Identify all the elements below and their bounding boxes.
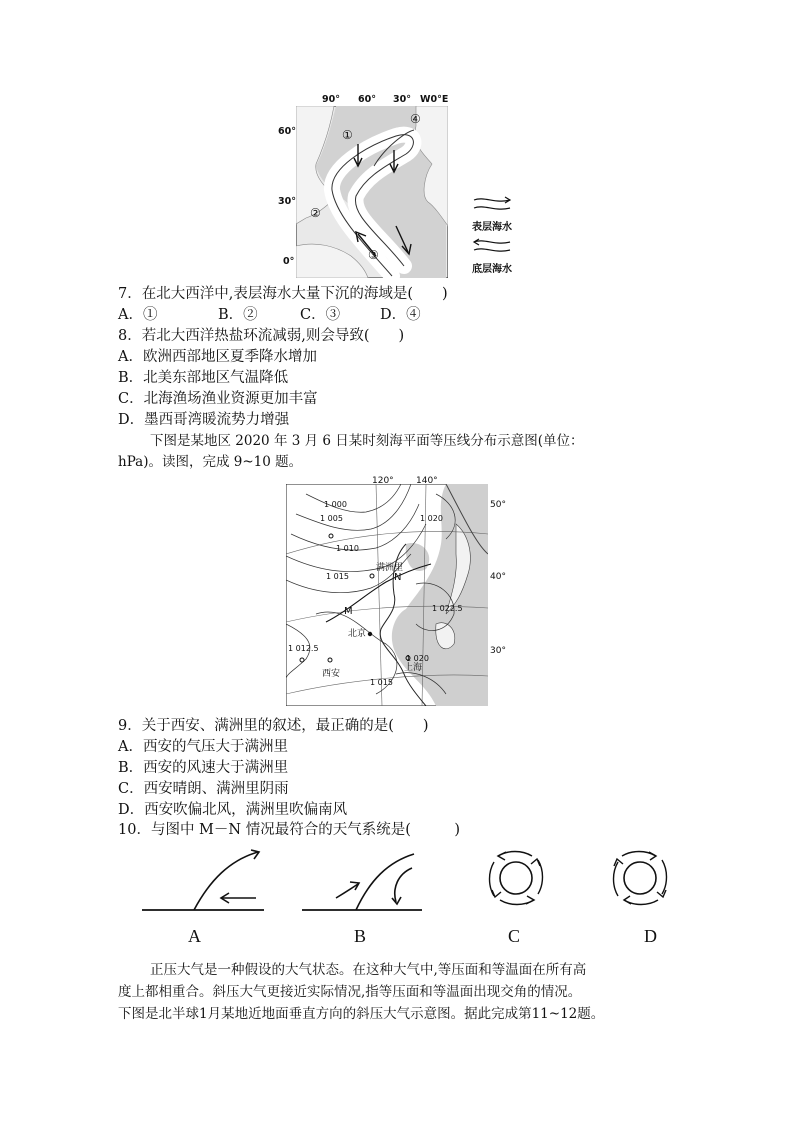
atlantic-map-figure <box>276 92 526 282</box>
map1-marker: ④ <box>410 112 421 126</box>
question-9-option-d[interactable]: D．西安吹偏北风，满洲里吹偏南风 <box>118 802 348 818</box>
isobar-label: 1 020 <box>420 514 443 523</box>
map1-marker: ① <box>342 128 353 142</box>
diagram-label-d[interactable]: D <box>644 926 657 946</box>
intro-11-12-line1: 正压大气是一种假设的大气状态。在这种大气中,等压面和等温面在所有高 <box>150 962 587 978</box>
map1-lon-label: W0°E <box>420 94 449 105</box>
question-9-stem: 9．关于西安、满洲里的叙述，最正确的是( ) <box>118 718 429 734</box>
isobar-label: 1 020 <box>406 654 429 663</box>
isobar-label: 1 012.5 <box>288 644 319 653</box>
isobar-label: 1 015 <box>370 678 393 687</box>
question-7-stem: 7．在北大西洋中,表层海水大量下沉的海域是( ) <box>118 286 448 302</box>
map2-lat-label: 40° <box>490 572 506 582</box>
question-8-option-a[interactable]: A．欧洲西部地区夏季降水增加 <box>118 349 317 365</box>
deep-water-legend-label: 底层海水 <box>472 264 512 275</box>
place-label: 满洲里 <box>376 563 404 573</box>
map2-lat-label: 50° <box>490 500 506 510</box>
diagram-a <box>142 850 264 910</box>
isobar-label: 1 010 <box>336 544 359 553</box>
question-8-option-b[interactable]: B．北美东部地区气温降低 <box>118 370 289 386</box>
intro-11-12-line3: 下图是北半球1月某地近地面垂直方向的斜压大气示意图。据此完成第11~12题。 <box>118 1006 605 1022</box>
isobar-label: 1 005 <box>320 514 343 523</box>
question-9-option-c[interactable]: C．西安晴朗、满洲里阴雨 <box>118 781 289 797</box>
surface-water-legend-label: 表层海水 <box>472 222 512 233</box>
question-7-option-a[interactable]: A．① <box>118 307 158 323</box>
question-8-stem: 8．若北大西洋热盐环流减弱,则会导致( ) <box>118 328 405 344</box>
map2-lon-label: 120° <box>372 476 394 486</box>
weather-system-diagrams <box>130 840 690 920</box>
question-7-option-b[interactable]: B．② <box>218 307 258 323</box>
map1-lon-label: 30° <box>393 94 411 105</box>
isobar-label: 1 022.5 <box>432 604 463 613</box>
isobar-label: 1 000 <box>324 500 347 509</box>
place-label: 上海 <box>404 663 423 673</box>
isobar-label: 1 015 <box>326 572 349 581</box>
intro-9-10-line1: 下图是某地区 2020 年 3 月 6 日某时刻海平面等压线分布示意图(单位： <box>150 433 584 449</box>
place-label: 北京 <box>348 629 367 639</box>
map2-lat-label: 30° <box>490 646 506 656</box>
map1-marker: ③ <box>368 248 379 262</box>
diagram-d <box>614 852 667 905</box>
question-9-option-a[interactable]: A．西安的气压大于满洲里 <box>118 739 288 755</box>
map2-lon-label: 140° <box>416 476 438 486</box>
diagram-c <box>490 852 543 905</box>
map1-lat-label: 60° <box>278 126 296 137</box>
point-label: M <box>344 606 353 617</box>
intro-11-12-line2: 度上都相重合。斜压大气更接近实际情况,指等压面和等温面出现交角的情况。 <box>118 984 582 1000</box>
diagram-label-c[interactable]: C <box>508 926 521 946</box>
diagram-b <box>302 854 422 910</box>
isobar-map-figure <box>286 476 506 708</box>
question-8-option-c[interactable]: C．北海渔场渔业资源更加丰富 <box>118 391 318 407</box>
question-7-option-d[interactable]: D．④ <box>380 307 421 323</box>
question-7-option-c[interactable]: C．③ <box>300 307 341 323</box>
deep-water-legend-icon <box>472 236 512 256</box>
map1-lon-label: 60° <box>358 94 376 105</box>
question-8-option-d[interactable]: D．墨西哥湾暖流势力增强 <box>118 412 290 428</box>
question-9-option-b[interactable]: B．西安的风速大于满洲里 <box>118 760 289 776</box>
isobar-map-canvas <box>286 484 488 706</box>
question-10-stem: 10．与图中 M－N 情况最符合的天气系统是( ) <box>118 822 461 838</box>
map1-lat-label: 0° <box>283 256 295 267</box>
surface-water-legend-icon <box>472 196 512 214</box>
diagram-label-b[interactable]: B <box>354 926 367 946</box>
point-label: N <box>394 572 402 583</box>
intro-9-10-line2: hPa)。读图，完成 9~10 题。 <box>118 454 303 470</box>
place-label: 西安 <box>322 669 341 679</box>
map1-lat-label: 30° <box>278 196 296 207</box>
map1-lon-label: 90° <box>322 94 340 105</box>
map1-marker: ② <box>310 206 321 220</box>
diagram-label-a[interactable]: A <box>188 926 201 946</box>
